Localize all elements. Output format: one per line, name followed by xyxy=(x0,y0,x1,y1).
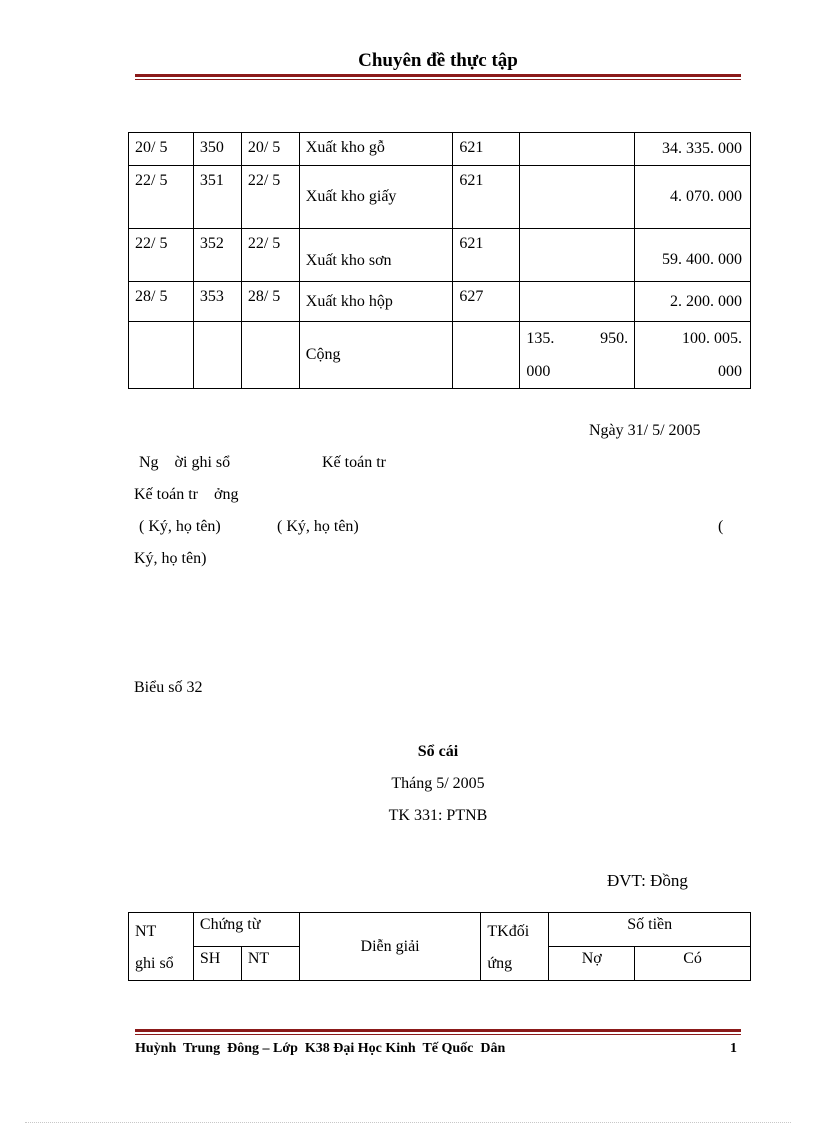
cell-debit xyxy=(520,133,635,166)
table-row xyxy=(129,166,751,229)
header-dien-giai: Diễn giải xyxy=(299,913,481,981)
cell-nt: 20/ 5 xyxy=(129,133,194,166)
sign-note-2: ( Ký, họ tên) xyxy=(277,518,359,535)
cell-nt: 22/ 5 xyxy=(129,229,194,282)
cell-credit: 2. 200. 000 xyxy=(635,282,751,322)
cell-credit: 59. 400. 000 xyxy=(635,229,751,282)
cell-sh: 351 xyxy=(193,166,241,229)
cell-date xyxy=(241,322,299,389)
header-nt: NT xyxy=(241,947,299,981)
table-row xyxy=(129,133,751,166)
cell-nt xyxy=(129,322,194,389)
header-so-tien: Số tiền xyxy=(549,913,751,947)
header-nt-ghi-so: NT ghi sổ xyxy=(129,913,194,981)
cell-sh: 350 xyxy=(193,133,241,166)
header-no: Nợ xyxy=(549,947,635,981)
cell-nt: 28/ 5 xyxy=(129,282,194,322)
header-sh: SH xyxy=(193,947,241,981)
ledger-title: Sổ cái xyxy=(417,743,459,760)
footer-author: Huỳnh Trung Đông – Lớp K38 Đại Học Kinh Tế Quốc Dân xyxy=(135,1041,506,1056)
total-credit: 100. 005. 000 xyxy=(635,322,751,389)
header-tk-doi-ung: TKđối ứng xyxy=(481,913,549,981)
currency-unit: ĐVT: Đồng xyxy=(607,871,688,890)
cell-desc: Xuất kho gỗ xyxy=(299,133,453,166)
cell-nt: 22/ 5 xyxy=(129,166,194,229)
header-co: Có xyxy=(635,947,751,981)
table-row xyxy=(129,282,751,322)
header-chung-tu: Chứng từ xyxy=(193,913,299,947)
signature-date: Ngày 31/ 5/ 2005 xyxy=(589,422,701,439)
sign-note-3-open: ( xyxy=(718,518,724,535)
cell-debit xyxy=(520,229,635,282)
cell-credit: 34. 335. 000 xyxy=(635,133,751,166)
cell-account xyxy=(453,322,520,389)
cell-account: 627 xyxy=(453,282,520,322)
accountant-label: Kế toán tr xyxy=(322,454,386,471)
ledger-account: TK 331: PTNB xyxy=(388,807,488,824)
cell-date: 22/ 5 xyxy=(241,229,299,282)
chief-accountant-label: Kế toán tr ởng xyxy=(134,486,239,503)
header-divider xyxy=(135,74,741,80)
cell-date: 22/ 5 xyxy=(241,166,299,229)
cell-debit xyxy=(520,166,635,229)
cell-date: 20/ 5 xyxy=(241,133,299,166)
general-ledger-table xyxy=(128,912,751,981)
cell-debit xyxy=(520,282,635,322)
cell-desc: Xuất kho hộp xyxy=(299,282,453,322)
cell-desc: Xuất kho giấy xyxy=(299,166,453,229)
cell-sh: 352 xyxy=(193,229,241,282)
sign-note-1: ( Ký, họ tên) xyxy=(139,518,221,535)
table-row xyxy=(129,229,751,282)
cell-account: 621 xyxy=(453,166,520,229)
journal-table xyxy=(128,132,751,389)
sign-note-3: Ký, họ tên) xyxy=(134,550,207,567)
form-number: Biểu số 32 xyxy=(134,679,203,696)
recorder-label: Ng ời ghi sổ xyxy=(139,454,231,471)
cell-sh: 353 xyxy=(193,282,241,322)
page-header-title: Chuyên đề thực tập xyxy=(358,50,518,71)
cell-account: 621 xyxy=(453,229,520,282)
page-number: 1 xyxy=(730,1041,737,1056)
table-header-row xyxy=(129,913,751,947)
cell-account: 621 xyxy=(453,133,520,166)
cell-desc: Xuất kho sơn xyxy=(299,229,453,282)
total-debit: 135. 950. 000 xyxy=(520,322,635,389)
cell-credit: 4. 070. 000 xyxy=(635,166,751,229)
cell-date: 28/ 5 xyxy=(241,282,299,322)
total-label: Cộng xyxy=(299,322,453,389)
cell-sh xyxy=(193,322,241,389)
table-total-row xyxy=(129,322,751,389)
ledger-month: Tháng 5/ 2005 xyxy=(391,775,485,792)
footer-divider xyxy=(135,1029,741,1035)
